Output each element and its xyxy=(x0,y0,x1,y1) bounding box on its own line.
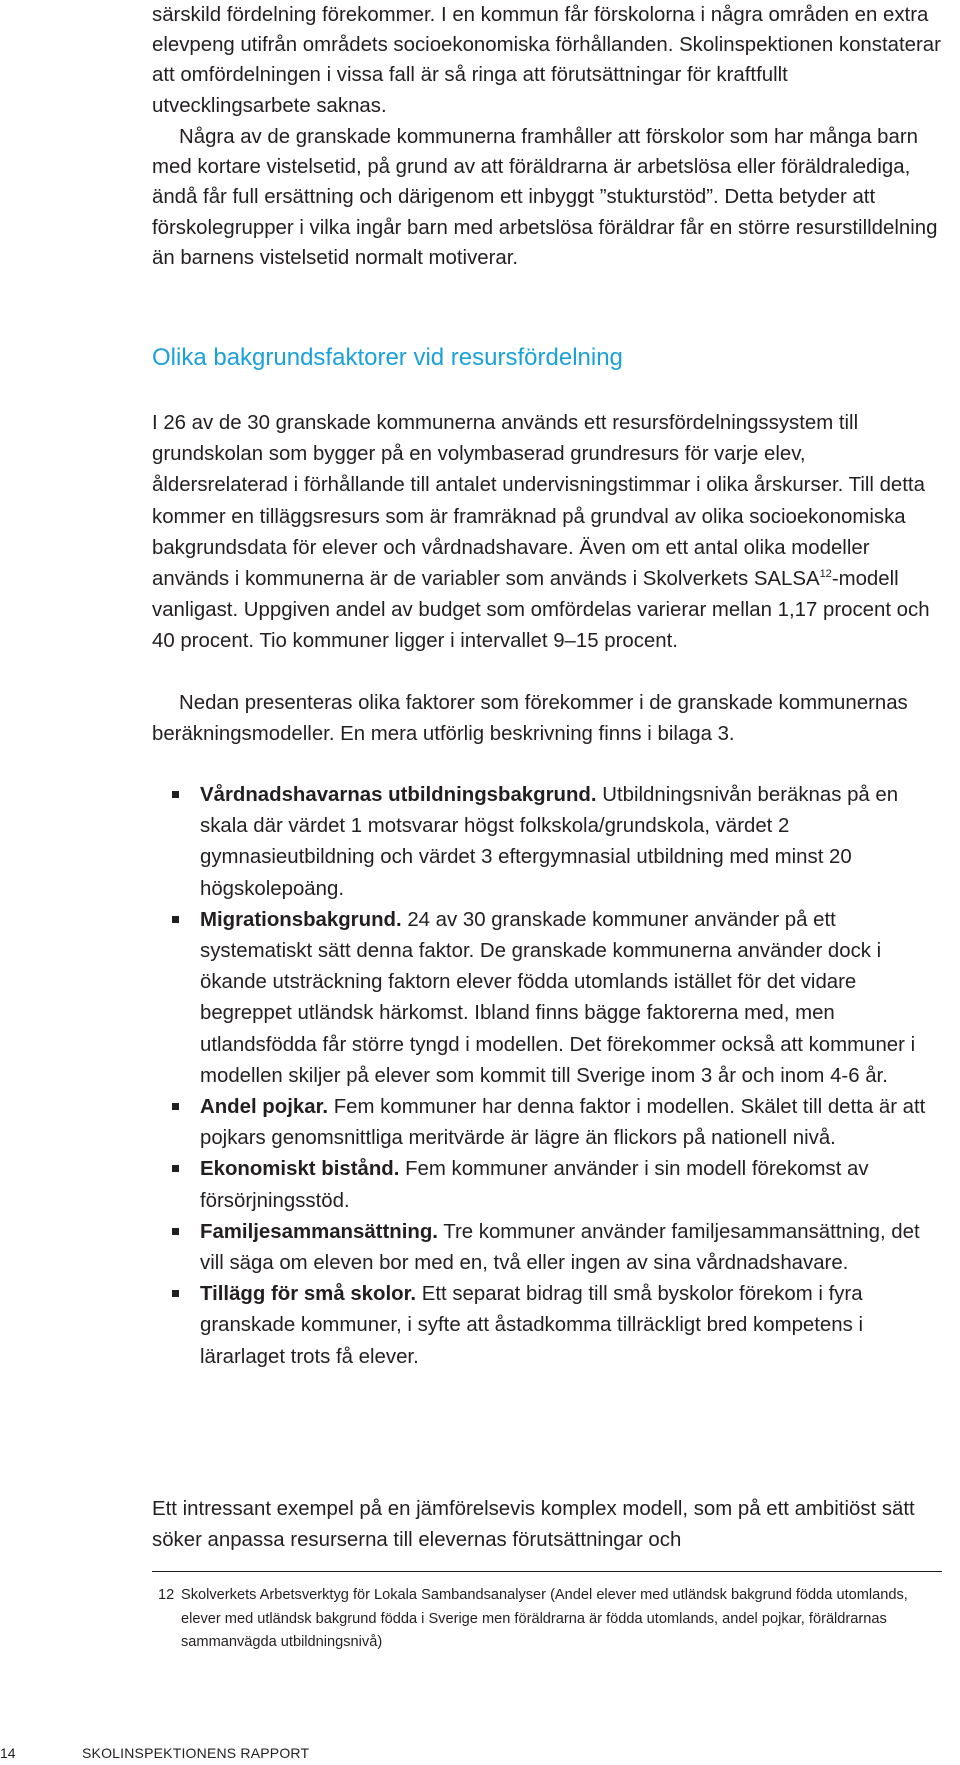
footnote-divider xyxy=(152,1571,942,1572)
footnote xyxy=(152,1584,942,1655)
paragraph-forskolor: Några av de granskade kommunerna framhåller att förskolor som har många barn med kortare vistelsetid, på grund av att föräldrarna är arbetslösa eller föräldralediga, ändå får full ersättning och därigenom ett inbyggt ”stukturstöd”. Detta betyder att förskolegrupper i vilka ingår barn med arbetslösa föräldrar får en större resurstilldelning än barnens vistelsetid normalt motiverar. xyxy=(152,126,938,269)
list-item-text: Ett separat bidrag till små byskolor förekom i fyra granskade kommuner, i syfte att åstadkomma tillräckligt bred kompetens i lärarlaget trots få elever. xyxy=(200,1283,863,1368)
list-item xyxy=(152,1217,942,1279)
list-item xyxy=(152,905,942,1092)
list-item xyxy=(152,1279,942,1373)
list-item-term: Migrationsbakgrund. xyxy=(200,908,402,931)
list-item xyxy=(152,780,942,905)
list-item-text: Fem kommuner använder i sin modell förekomst av försörjningsstöd. xyxy=(200,1158,869,1212)
footnote-text: Skolverkets Arbetsverktyg för Lokala Sambandsanalyser (Andel elever med utländsk bakgrund födda utomlands, elever med utländsk bakgrund födda i Sverige men föräldrarna är födda utomlands, andel pojkar, föräldrarnas sammanvägda utbildningsnivå) xyxy=(181,1587,908,1650)
bullet-square-icon xyxy=(172,916,179,923)
paragraph-resursfordelning xyxy=(152,408,942,658)
footnote-number: 12 xyxy=(158,1587,175,1603)
factor-list xyxy=(152,780,942,1373)
paragraph-continued: särskild fördelning förekommer. I en kommun får förskolorna i några områden en extra elevpeng utifrån områdets socioekonomiska förhållanden. Skolinspektionen konstaterar att omfördelningen i vissa fall är så ringa att förutsättningar för kraftfullt utvecklingsarbete saknas. xyxy=(152,4,941,117)
bullet-square-icon xyxy=(172,1103,179,1110)
list-item-term: Familjesammansättning. xyxy=(200,1220,438,1243)
section-heading: Olika bakgrundsfaktorer vid resursfördelning xyxy=(152,344,623,371)
list-item-term: Vårdnadshavarnas utbildningsbakgrund. xyxy=(200,784,597,806)
paragraph-exempel: Ett intressant exempel på en jämförelsevis komplex modell, som på ett ambitiöst sätt söker anpassa resurserna till elevernas förutsättningar och xyxy=(152,1498,915,1552)
list-item xyxy=(152,1154,942,1216)
page-number: 14 xyxy=(0,1745,16,1761)
bullet-square-icon xyxy=(172,1165,179,1172)
running-footer-title: SKOLINSPEKTIONENS RAPPORT xyxy=(82,1745,310,1761)
bullet-square-icon xyxy=(172,1290,179,1297)
list-item-text: 24 av 30 granskade kommuner använder på ett systematiskt sätt denna faktor. De granskade kommunerna använder dock i ökande utsträckning faktorn elever födda utomlands istället för det vidare begreppet utländsk härkomst. Ibland finns bägge faktorerna med, men utlandsfödda får större tyngd i modellen. Det förekommer också att kommuner i modellen skiljer på elever som kommit till Sverige inom 3 år och inom 4-6 år. xyxy=(200,908,916,1087)
list-item-term: Andel pojkar. xyxy=(200,1096,329,1119)
list-item-term: Tillägg för små skolor. xyxy=(200,1283,417,1306)
list-item-text: Tre kommuner använder familjesammansättning, det vill säga om eleven bor med en, två eller ingen av sina vårdnadshavare. xyxy=(200,1220,920,1275)
list-item xyxy=(152,1092,942,1154)
footnote-reference[interactable]: 12 xyxy=(819,568,832,581)
paragraph-text-before-footnote-ref: I 26 av de 30 granskade kommunerna används ett resursfördelningssystem till grundskolan som bygger på en volymbaserad grundresurs för varje elev, åldersrelaterad i förhållande till antalet undervisningstimmar i olika årskurser. Till detta kommer en tilläggsresurs som är framräknad på grundval av olika socioekonomiska bakgrundsdata för elever och vårdnadshavare. Även om ett antal olika modeller används i kommunerna är de variabler som används i Skolverkets SALSA xyxy=(152,412,925,591)
list-item-text: Fem kommuner har denna faktor i modellen. Skälet till detta är att pojkars genomsnittliga meritvärde är lägre än flickors på nationell nivå. xyxy=(200,1096,926,1150)
list-item-text: Utbildningsnivån beräknas på en skala där värdet 1 motsvarar högst folkskola/grundskola, värdet 2 gymnasieutbildning och värdet 3 eftergymnasial utbildning med minst 20 högskolepoäng. xyxy=(200,784,899,900)
bullet-square-icon xyxy=(172,791,179,798)
paragraph-text-after-footnote-ref: -modell vanligast. Uppgiven andel av budget som omfördelas varierar mellan 1,17 procent och 40 procent. Tio kommuner ligger i intervallet 9–15 procent. xyxy=(152,568,930,653)
paragraph-faktorer-intro: Nedan presenteras olika faktorer som förekommer i de granskade kommunernas beräkningsmodeller. En mera utförlig beskrivning finns i bilaga 3. xyxy=(152,692,908,746)
bullet-square-icon xyxy=(172,1228,179,1235)
list-item-term: Ekonomiskt bistånd. xyxy=(200,1158,400,1181)
